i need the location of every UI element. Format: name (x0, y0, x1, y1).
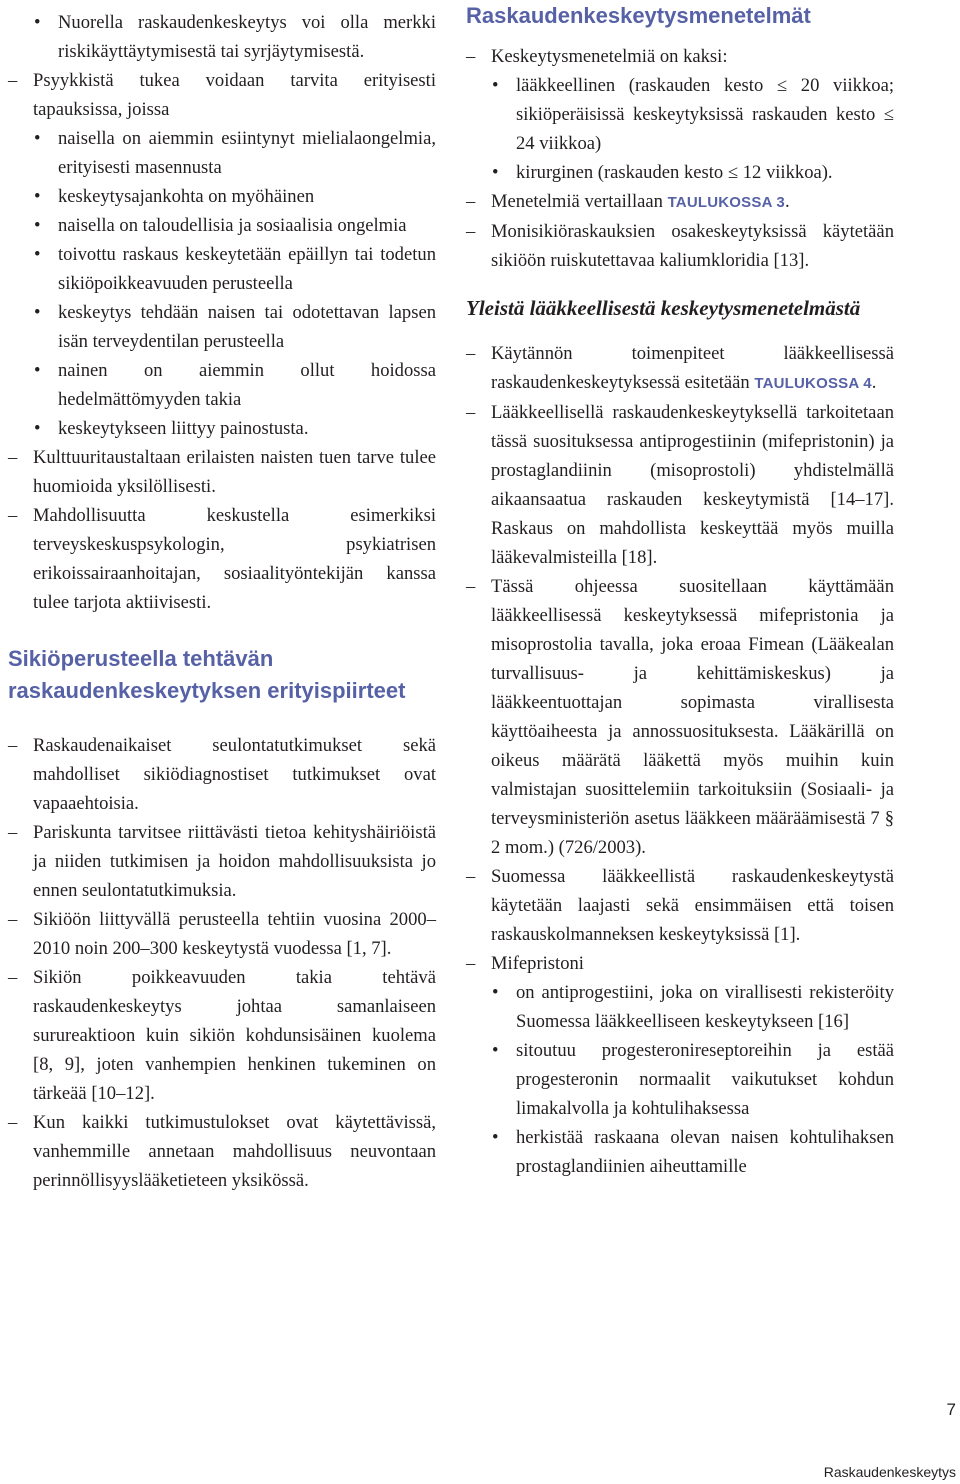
list-item (8, 905, 436, 963)
list-item (466, 158, 894, 187)
dash-marker: – (8, 822, 18, 843)
text-run: Käytännön toimenpiteet lääkkeellisessä raskaudenkeskeytyksessä esitetään (491, 343, 894, 393)
table-reference-link[interactable]: TAULUKOSSA 3 (667, 194, 785, 211)
list-item-text: Tässä ohjeessa suositellaan käyttämään lääkkeellisessä keskeytyksessä mifepristonia ja misoprostolia tavalla, joka eroaa Fimean (Lääkealan turvallisuus- ja kehittämiskeskus) ja lääkkeentuottajan sopimasta virallisesta käyttöaiheesta ja annossuosituksesta. Lääkärillä on oikeus määrätä lääkettä myös muihin kuin valmistajan suosittelemiin tarkoituksiin (Sosiaali- ja terveysministeriön asetus lääkkeen määräämisestä 7 § 2 mom.) (726/2003). (491, 576, 894, 858)
list-item-text: Keskeytysmenetelmiä on kaksi: (491, 46, 728, 67)
list-item (466, 398, 894, 572)
bullet-marker: • (34, 215, 41, 236)
section-heading (8, 643, 436, 707)
dash-marker: – (466, 343, 476, 364)
bullet-marker: • (492, 1040, 499, 1061)
page-number: 7 (946, 1400, 956, 1419)
list-item-text (491, 339, 894, 398)
dash-marker: – (8, 505, 18, 526)
list-item-text: naisella on aiemmin esiintynyt mielialaongelmia, erityisesti masennusta (58, 128, 436, 178)
list-item-text: Mahdollisuutta keskustella esimerkiksi terveyskeskuspsykologin, psykiatrisen erikoissairaanhoitajan, sosiaalityöntekijän kanssa tulee tarjota aktiivisesti. (33, 505, 436, 613)
list-item (8, 124, 436, 182)
dash-marker: – (8, 70, 18, 91)
list-item-text: keskeytysajankohta on myöhäinen (58, 186, 315, 207)
section-list (466, 339, 894, 1181)
list-item-text: nainen on aiemmin ollut hoidossa hedelmättömyyden takia (58, 360, 436, 410)
list-item-text: lääkkeellinen (raskauden kesto ≤ 20 viikkoa; sikiöperäisissä keskeytyksissä raskauden kesto ≤ 24 viikkoa) (516, 75, 894, 154)
dash-marker: – (466, 402, 476, 423)
subsection-heading: Yleistä lääkkeellisestä keskeytysmenetelmästä (466, 296, 861, 320)
bullet-marker: • (34, 12, 41, 33)
list-item (8, 963, 436, 1108)
list-item-text: herkistää raskaana olevan naisen kohtulihaksen prostaglandiinien aiheuttamille (516, 1127, 894, 1177)
list-item-text: Sikiöön liittyvällä perusteella tehtiin vuosina 2000–2010 noin 200–300 keskeytystä vuodessa [1, 7]. (33, 909, 436, 959)
list-item (466, 572, 894, 862)
list-item (8, 211, 436, 240)
list-item-text: Sikiön poikkeavuuden takia tehtävä raskaudenkeskeytys johtaa samanlaiseen surureaktioon kuin sikiön kohdunsisäinen kuolema [8, 9], joten vanhempien henkinen tukeminen on tärkeää [10–12]. (33, 967, 436, 1104)
list-item (8, 240, 436, 298)
list-item-text: naisella on taloudellisia ja sosiaalisia ongelmia (58, 215, 407, 236)
list-item-text: Nuorella raskaudenkeskeytys voi olla merkki riskikäyttäytymisestä tai syrjäytymisestä. (58, 12, 436, 62)
dash-marker: – (466, 576, 476, 597)
list-item-text: Suomessa lääkkeellistä raskaudenkeskeytystä käytetään laajasti sekä ensimmäisen että toisen raskauskolmanneksen keskeytyksissä [1]. (491, 866, 894, 945)
list-item (8, 731, 436, 818)
list-item (466, 187, 894, 217)
list-item-text: Raskaudenaikaiset seulontatutkimukset sekä mahdolliset sikiödiagnostiset tutkimukset ovat vapaaehtoisia. (33, 735, 436, 814)
bullet-marker: • (492, 75, 499, 96)
list-item-text: on antiprogestiini, joka on virallisesti rekisteröity Suomessa lääkkeelliseen keskeytykseen [16] (516, 982, 894, 1032)
dash-marker: – (466, 46, 476, 67)
list-item (466, 862, 894, 949)
dash-marker: – (8, 1112, 18, 1133)
list-item (466, 978, 894, 1036)
dash-marker: – (8, 967, 18, 988)
section-heading-line: Sikiöperusteella tehtävän (8, 646, 274, 671)
list-item-text: sitoutuu progesteronireseptoreihin ja estää progesteronin normaalit vaikutukset kohdun limakalvolla ja kohtulihaksessa (516, 1040, 894, 1119)
list-item-text: kirurginen (raskauden kesto ≤ 12 viikkoa). (516, 162, 833, 183)
dash-marker: – (8, 909, 18, 930)
list-item-text: Monisikiöraskauksien osakeskeytyksissä käytetään sikiöön ruiskutettavaa kaliumkloridia [13]. (491, 221, 894, 271)
text-run: Menetelmiä vertaillaan (491, 191, 668, 212)
list-item-text: Psyykkistä tukea voidaan tarvita erityisesti tapauksissa, joissa (33, 70, 436, 120)
list-item-text: Kun kaikki tutkimustulokset ovat käytettävissä, vanhemmille annetaan mahdollisuus neuvontaan perinnöllisyyslääketieteen yksikössä. (33, 1112, 436, 1191)
list-item (8, 501, 436, 617)
left-column (8, 0, 436, 1195)
text-run: . (871, 372, 877, 393)
list-item (8, 356, 436, 414)
dash-marker: – (466, 953, 476, 974)
right-column (466, 0, 894, 1181)
list-item (8, 414, 436, 443)
table-reference-link[interactable]: TAULUKOSSA 4 (754, 375, 872, 392)
section-heading: Raskaudenkeskeytysmenetelmät (466, 3, 811, 28)
section-list (8, 731, 436, 1195)
list-item-text: keskeytys tehdään naisen tai odotettavan lapsen isän terveydentilan perusteella (58, 302, 436, 352)
dash-marker: – (466, 866, 476, 887)
dash-marker: – (466, 221, 476, 242)
list-item (8, 443, 436, 501)
bullet-marker: • (34, 128, 41, 149)
bullet-marker: • (34, 186, 41, 207)
list-item (466, 71, 894, 158)
list-item-text: Mifepristoni (491, 953, 584, 974)
section-list (466, 42, 894, 275)
list-item (8, 298, 436, 356)
text-run: . (784, 191, 790, 212)
footer-title: Raskaudenkeskeytys (823, 1464, 956, 1480)
list-item (8, 8, 436, 66)
dash-marker: – (8, 735, 18, 756)
bullet-marker: • (34, 360, 41, 381)
list-item (8, 66, 436, 124)
list-item-text: Kulttuuritaustaltaan erilaisten naisten tuen tarve tulee huomioida yksilöllisesti. (33, 447, 436, 497)
bullet-marker: • (34, 302, 41, 323)
bullet-marker: • (492, 1127, 499, 1148)
list-item-text (491, 187, 894, 217)
bullet-marker: • (492, 162, 499, 183)
bullet-marker: • (34, 244, 41, 265)
list-item (8, 818, 436, 905)
list-item (466, 1123, 894, 1181)
dash-marker: – (466, 191, 476, 212)
list-item (466, 339, 894, 398)
list-item (8, 182, 436, 211)
list-item (466, 1036, 894, 1123)
list-item-text: Pariskunta tarvitsee riittävästi tietoa kehityshäiriöistä ja niiden tutkimisen ja hoidon mahdollisuuksista jo ennen seulontatutkimuksia. (33, 822, 436, 901)
list-item-text: Lääkkeellisellä raskaudenkeskeytyksellä tarkoitetaan tässä suosituksessa antiprogestiinin (mifepristonin) ja prostaglandiinin (misoprostoli) yhdistelmällä aikaansaatua raskauden keskeytymistä [14–17]. Raskaus on mahdollista keskeyttää myös muilla lääkevalmisteilla [18]. (491, 402, 894, 568)
list-item (466, 217, 894, 275)
list-item-text: keskeytykseen liittyy painostusta. (58, 418, 309, 439)
dash-marker: – (8, 447, 18, 468)
list-item-text: toivottu raskaus keskeytetään epäillyn tai todetun sikiöpoikkeavuuden perusteella (58, 244, 436, 294)
section-heading-line: raskaudenkeskeytyksen erityispiirteet (8, 678, 406, 703)
list-item (466, 949, 894, 978)
bullet-marker: • (492, 982, 499, 1003)
list-item (8, 1108, 436, 1195)
list-item (466, 42, 894, 71)
bullet-marker: • (34, 418, 41, 439)
